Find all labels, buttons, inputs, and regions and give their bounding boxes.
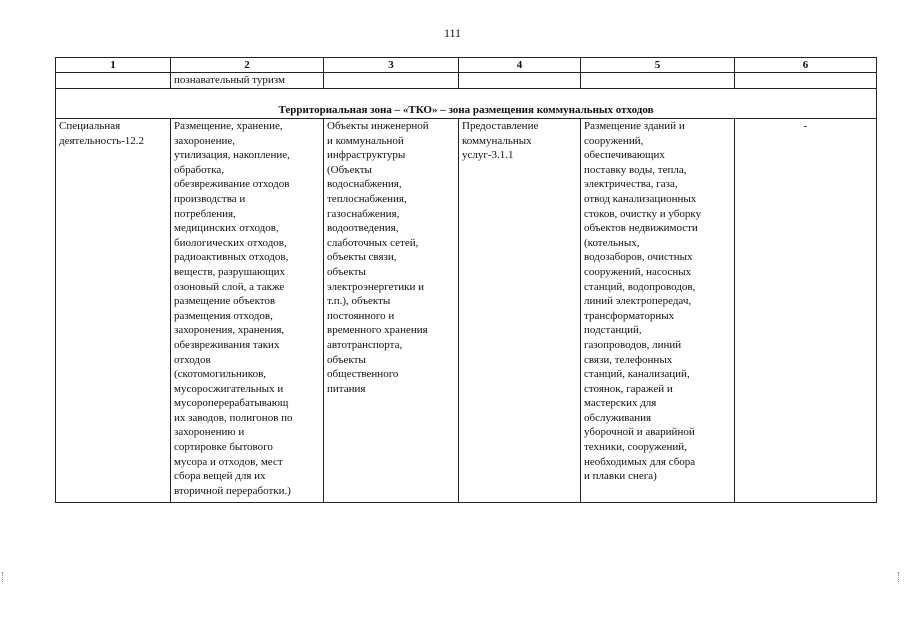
zone-title-row <box>56 102 877 119</box>
related-objects-cell: Объекты инженерной и коммунальной инфраструктуры (Объекты водоснабжения, теплоснабжения, газоснабжения, водоотведения, слаботочных сетей, объекты связи, объекты электроэнергетики и т.п.), объекты постоянного и временного хранения автотранспорта, объекты общественного питания <box>324 119 459 503</box>
auxiliary-use-type-cell: Предоставление коммунальных услуг-3.1.1 <box>459 119 581 503</box>
scan-edge-mark-left <box>2 572 6 582</box>
column-header-4: 4 <box>459 58 581 73</box>
column-header-3: 3 <box>324 58 459 73</box>
column-header-5: 5 <box>581 58 735 73</box>
continuation-row <box>56 73 877 89</box>
continuation-cell-1 <box>56 73 171 89</box>
column-header-1: 1 <box>56 58 171 73</box>
column-header-2: 2 <box>171 58 324 73</box>
auxiliary-use-description-cell: Размещение зданий и сооружений, обеспечивающих поставку воды, тепла, электричества, газа, отвод канализационных стоков, очистку и уборку объектов недвижимости (котельных, водозаборов, очистных сооружений, насосных станций, водопроводов, линий электропередач, трансформаторных подстанций, газопроводов, линий связи, телефонных станций, канализаций, стоянок, гаражей и мастерских для обслуживания уборочной и аварийной техники, сооружений, необходимых для сбора и плавки снега) <box>581 119 735 503</box>
continuation-cell-2: познавательный туризм <box>171 73 324 89</box>
page-number: 111 <box>443 26 462 40</box>
column-header-6: 6 <box>735 58 877 73</box>
continuation-cell-3 <box>324 73 459 89</box>
land-use-table <box>55 57 877 503</box>
zone-title: Территориальная зона – «ТКО» – зона размещения коммунальных отходов <box>56 102 877 119</box>
continuation-cell-6 <box>735 73 877 89</box>
parameters-cell: - <box>735 119 877 503</box>
use-description-cell: Размещение, хранение, захоронение, утилизация, накопление, обработка, обезвреживание отходов производства и потребления, медицинских отходов, биологических отходов, радиоактивных отходов, веществ, разрушающих озоновый слой, а также размещение объектов размещения отходов, захоронения, хранения, обезвреживания таких отходов (скотомогильников, мусоросжигательных и мусороперерабатывающ их заводов, полигонов по захоронению и сортировке бытового мусора и отходов, мест сбора вещей для их вторичной переработки.) <box>171 119 324 503</box>
zone-spacer-cell <box>56 89 877 103</box>
continuation-cell-5 <box>581 73 735 89</box>
continuation-cell-4 <box>459 73 581 89</box>
zone-spacer-row <box>56 89 877 103</box>
land-use-type-cell: Специальная деятельность-12.2 <box>56 119 171 503</box>
table-row <box>56 119 877 503</box>
scan-edge-mark-right <box>898 572 902 582</box>
column-number-row <box>56 58 877 73</box>
